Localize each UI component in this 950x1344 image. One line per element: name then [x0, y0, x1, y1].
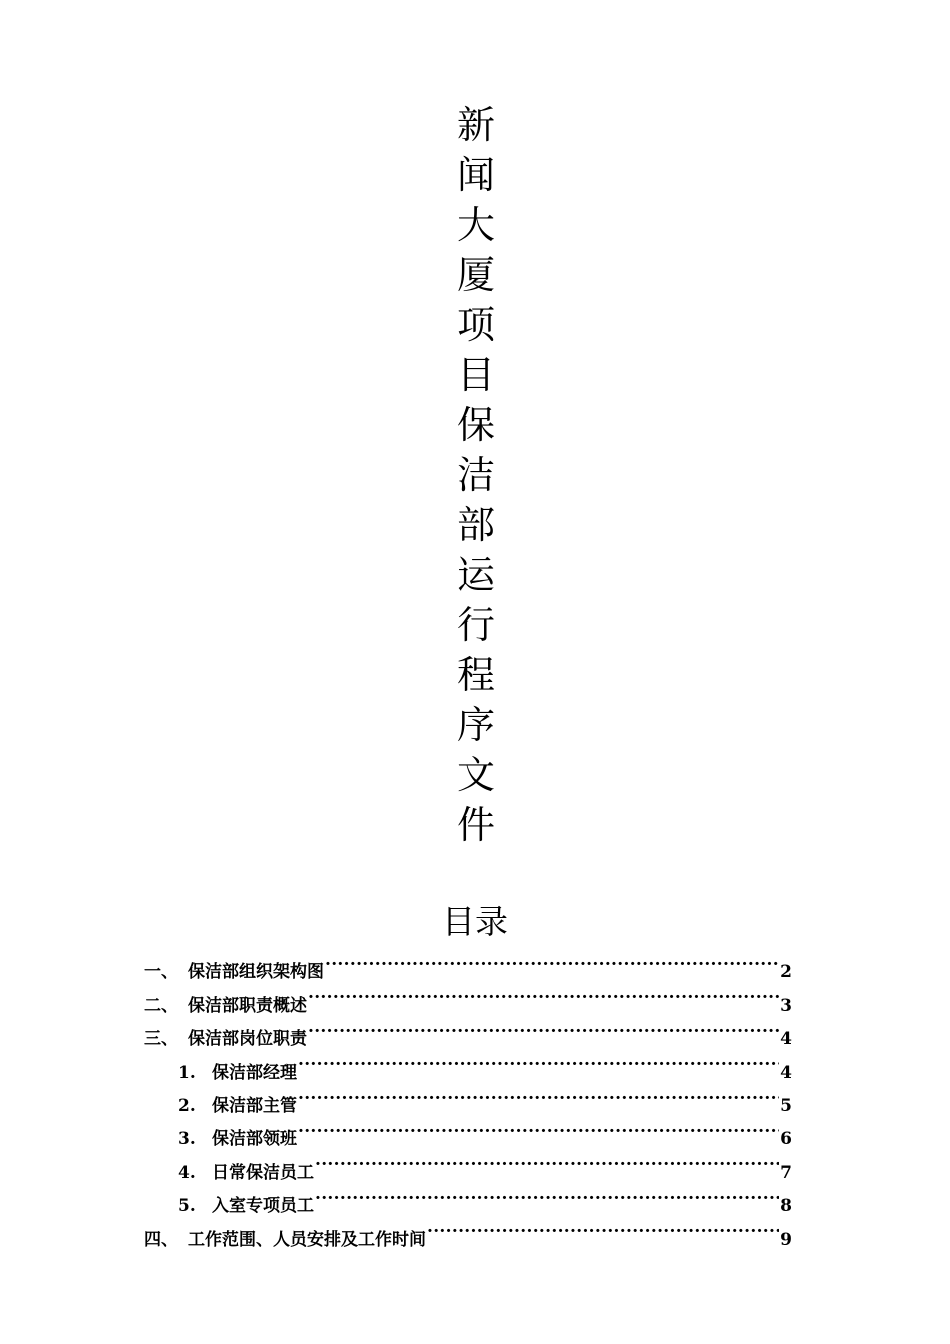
- toc-entry-text: 保洁部岗位职责: [188, 1029, 307, 1050]
- toc-entry-page: 3: [780, 995, 792, 1016]
- toc-leader-dots: [308, 1011, 779, 1044]
- document-title: [448, 100, 504, 850]
- title-char: 件: [456, 803, 495, 847]
- toc-entry-page: 4: [780, 1029, 792, 1050]
- title-char: 行: [456, 603, 495, 647]
- toc-entry-text: 入室专项员工: [212, 1196, 314, 1217]
- toc-entry-number: 一、: [144, 962, 178, 983]
- title-char: 洁: [456, 453, 495, 497]
- toc-entry-text: 保洁部主管: [212, 1095, 297, 1116]
- title-char: 文: [456, 753, 495, 797]
- title-char: 部: [456, 503, 495, 547]
- toc-leader-dots: [308, 977, 779, 1010]
- toc-entry-text: 保洁部领班: [212, 1129, 297, 1150]
- toc-entry-number: 4.: [178, 1162, 196, 1183]
- toc-entry-number: 2.: [178, 1095, 196, 1116]
- toc-leader-dots: [325, 944, 779, 977]
- toc-entry-number: 四、: [144, 1229, 178, 1250]
- toc-entry-page: 2: [780, 962, 792, 983]
- toc-entry[interactable]: [144, 944, 792, 983]
- title-char: 厦: [456, 253, 495, 297]
- toc-entry-text: 工作范围、人员安排及工作时间: [188, 1229, 426, 1250]
- toc-leader-dots: [298, 1044, 779, 1077]
- toc-entry-number: 5.: [178, 1196, 196, 1217]
- toc-entry-page: 4: [780, 1062, 792, 1083]
- title-char: 新: [456, 103, 495, 147]
- table-of-contents: [144, 944, 792, 1250]
- toc-leader-dots: [315, 1144, 779, 1177]
- toc-leader-dots: [298, 1078, 779, 1111]
- title-char: 闻: [456, 153, 495, 197]
- toc-entry-page: 9: [780, 1229, 792, 1250]
- toc-entry-page: 6: [780, 1129, 792, 1150]
- toc-entry-number: 1.: [178, 1062, 196, 1083]
- toc-entry-text: 保洁部经理: [212, 1062, 297, 1083]
- toc-leader-dots: [427, 1211, 779, 1244]
- toc-entry-number: 3.: [178, 1129, 196, 1150]
- title-char: 程: [456, 653, 495, 697]
- toc-heading: 目录: [442, 902, 508, 941]
- toc-entry-page: 7: [780, 1162, 792, 1183]
- title-char: 大: [456, 203, 495, 247]
- title-char: 序: [456, 703, 495, 747]
- toc-leader-dots: [298, 1111, 779, 1144]
- toc-entry-page: 8: [780, 1196, 792, 1217]
- toc-entry-text: 保洁部职责概述: [188, 995, 307, 1016]
- toc-entry-number: 二、: [144, 995, 178, 1016]
- title-char: 运: [456, 553, 495, 597]
- toc-leader-dots: [315, 1178, 779, 1211]
- title-char: 目: [456, 353, 495, 397]
- toc-entry-text: 日常保洁员工: [212, 1162, 314, 1183]
- toc-entry-page: 5: [780, 1095, 792, 1116]
- toc-entry-number: 三、: [144, 1029, 178, 1050]
- title-char: 保: [456, 403, 495, 447]
- title-char: 项: [456, 303, 495, 347]
- toc-entry-text: 保洁部组织架构图: [188, 962, 324, 983]
